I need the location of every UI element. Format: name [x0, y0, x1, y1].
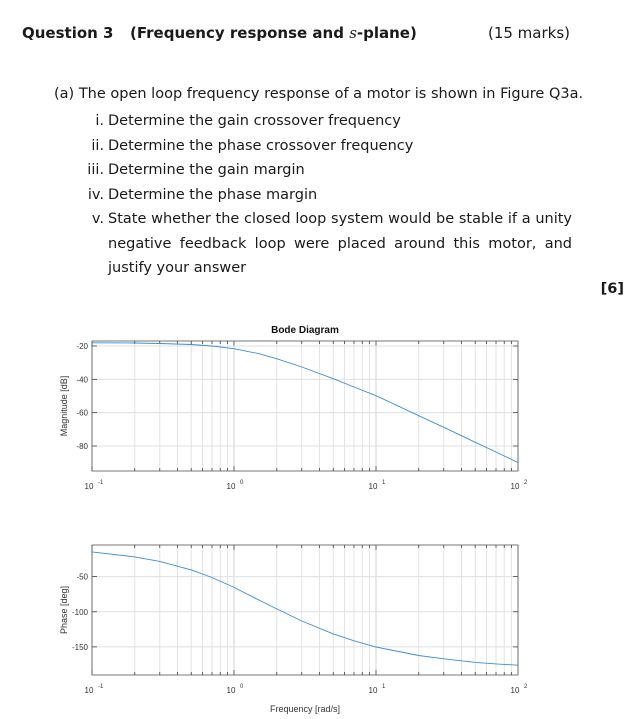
x-tick-exponent: 0: [240, 684, 244, 690]
x-tick-exponent: 1: [382, 480, 386, 486]
plot-background: [92, 545, 518, 675]
item-text: Determine the phase crossover frequency: [108, 137, 414, 154]
x-tick-label: 10: [84, 686, 94, 695]
y-tick-label: -80: [76, 442, 88, 451]
question-title: [130, 24, 417, 42]
item-text: Determine the gain crossover frequency: [108, 113, 401, 129]
question-title-var: s: [349, 24, 357, 42]
y-axis-label: Phase [deg]: [59, 585, 69, 635]
x-axis-label: Frequency [rad/s]: [269, 704, 341, 714]
item-number: i.: [95, 113, 104, 129]
item-number: v.: [91, 211, 104, 227]
plot-background: [92, 341, 518, 471]
x-tick-exponent: 1: [382, 684, 386, 690]
y-tick-label: -100: [71, 607, 88, 617]
x-tick-label: 10: [510, 482, 520, 491]
item-number: iv.: [87, 186, 104, 203]
part-a-label: (a): [54, 86, 75, 102]
item-text: Determine the gain margin: [108, 162, 305, 178]
question-number: Question 3: [22, 24, 114, 42]
x-tick-label: 10: [226, 482, 236, 491]
part-a-items: [84, 109, 572, 281]
part-a-marks: [6]: [600, 281, 624, 297]
list-item: [84, 109, 572, 134]
question-title-pre: (Frequency response and: [130, 24, 350, 42]
item-text: State whether the closed loop system would be stable if a unity negative feedback loop were placed around this motor, and justify your answer: [108, 211, 572, 276]
x-tick-exponent: -1: [98, 684, 104, 690]
list-item: [84, 158, 572, 183]
part-a-intro: [54, 86, 583, 102]
item-text: Determine the phase margin: [108, 186, 318, 203]
part-a-text: The open loop frequency response of a motor is shown in Figure Q3a.: [78, 86, 584, 102]
x-tick-exponent: 2: [524, 480, 528, 486]
chart-title: Bode Diagram: [271, 325, 339, 336]
list-item: [84, 183, 572, 208]
y-tick-label: -20: [76, 342, 88, 351]
x-tick-label: 10: [510, 686, 520, 695]
y-tick-label: -40: [76, 375, 88, 385]
y-tick-label: -150: [71, 642, 88, 652]
y-tick-label: -60: [76, 408, 88, 418]
item-number: ii.: [91, 137, 104, 154]
list-item: [84, 134, 572, 159]
x-tick-exponent: 2: [524, 684, 528, 690]
x-tick-label: 10: [368, 482, 378, 491]
x-tick-exponent: 0: [240, 480, 244, 486]
x-tick-label: 10: [226, 686, 236, 695]
x-tick-label: 10: [368, 686, 378, 695]
bode-diagram: [0, 310, 638, 719]
phase-plot: [59, 545, 528, 714]
item-number: iii.: [87, 162, 104, 178]
x-tick-label: 10: [84, 482, 94, 491]
question-title-post: -plane): [356, 24, 417, 42]
magnitude-plot: [59, 325, 528, 491]
list-item: [84, 207, 572, 281]
y-tick-label: -50: [76, 572, 88, 582]
y-axis-label: Magnitude [dB]: [59, 375, 69, 437]
question-marks: (15 marks): [487, 24, 570, 42]
x-tick-exponent: -1: [98, 480, 104, 486]
